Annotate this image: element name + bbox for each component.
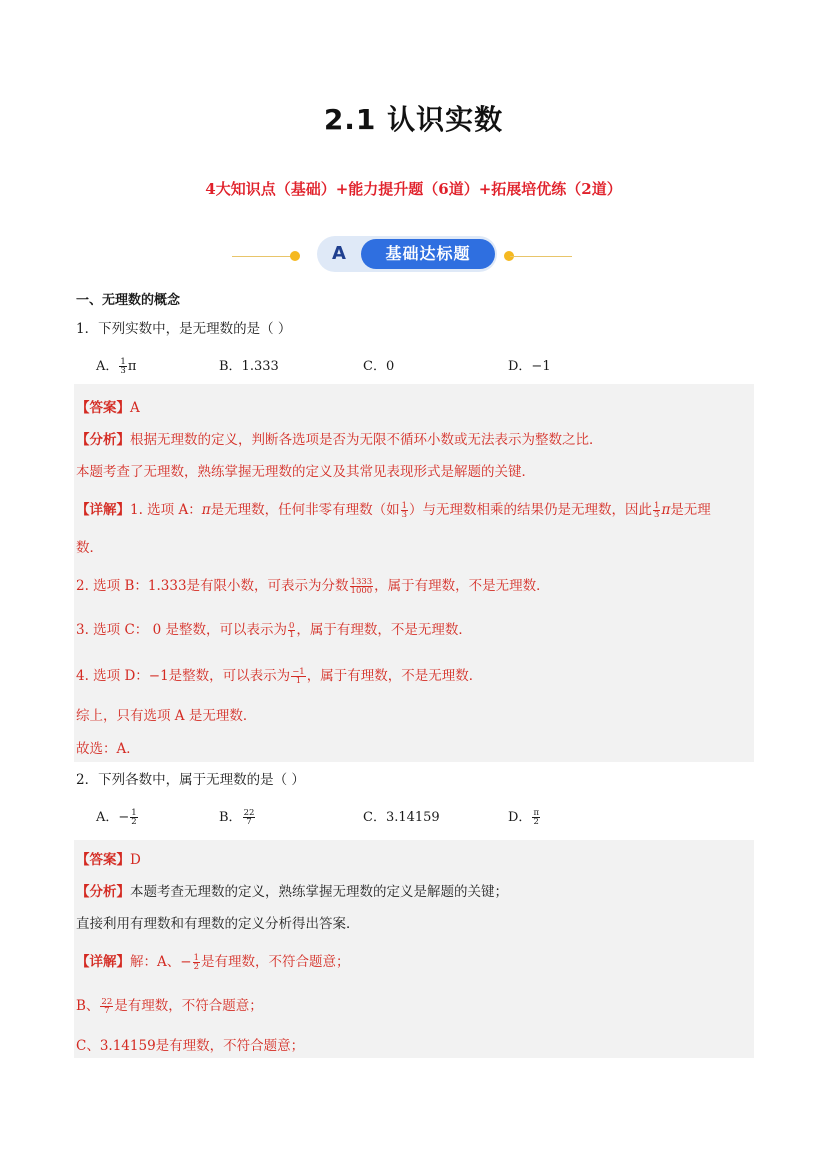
q1-answer-box [74, 384, 754, 762]
q1-detail-4b: ，属于有理数，不是无理数． [306, 668, 483, 684]
q1-detail-line-3 [76, 618, 472, 640]
question-1-options [96, 355, 756, 377]
q1-detail-line-1-cont: 数． [76, 540, 103, 556]
fraction-numerator: 1 [131, 807, 137, 818]
fraction-denominator: 1000 [350, 586, 373, 596]
q2-answer-box [74, 840, 754, 1058]
question-1-stem: 1．下列实数中，是无理数的是（ ） [76, 321, 292, 337]
fraction-numerator: −1 [292, 666, 305, 677]
q1-detail-line-2 [76, 574, 550, 596]
q1-option-a-pi: π [127, 359, 137, 374]
fraction-denominator: 2 [131, 817, 137, 827]
q1-summary: 综上，只有选项 A 是无理数． [76, 708, 257, 724]
q1-option-b: B．1.333 [219, 359, 279, 374]
q1-option-c: C．0 [363, 359, 395, 374]
q1-detail-2-fraction [350, 578, 374, 596]
q2-answer-tag: 【答案】 [76, 852, 130, 868]
fraction-numerator: 1 [654, 500, 660, 511]
q1-analysis-tag: 【分析】 [76, 432, 130, 448]
section-heading: 一、无理数的概念 [76, 293, 181, 308]
q2-detail-line-2 [76, 994, 263, 1016]
q2-option-b [219, 806, 256, 827]
q2-detail-1-fraction [193, 954, 200, 972]
fraction-denominator: 1 [288, 630, 295, 640]
fraction-denominator: 7 [243, 817, 256, 827]
q2-detail-line-3: C、3.14159是有理数，不符合题意； [76, 1038, 305, 1054]
page-title: 2.1 认识实数 [323, 103, 504, 136]
q2-option-d-fraction [532, 809, 540, 827]
question-2-options [96, 806, 756, 828]
banner-letter: A [332, 243, 346, 264]
q2-analysis-line [76, 880, 508, 900]
fraction-numerator: 22 [243, 807, 255, 818]
fraction-numerator: 1 [401, 500, 408, 511]
section-banner [232, 236, 572, 276]
q1-detail-4a: 4. 选项 D：−1是整数，可以表示为 [76, 668, 291, 684]
q1-detail-fraction-2 [653, 502, 660, 520]
fraction-numerator: 22 [101, 996, 113, 1007]
q1-detail-line-4 [76, 664, 482, 686]
q1-detail-line-1 [76, 498, 711, 520]
fraction-numerator: 1 [120, 356, 126, 367]
banner-line-left [232, 256, 294, 257]
fraction-numerator: 0 [288, 620, 295, 631]
q1-answer-line [76, 396, 140, 416]
q1-detail-pi: π [201, 502, 211, 518]
banner-pill [317, 236, 497, 272]
q2-answer-line [76, 848, 141, 868]
fraction-denominator: 3 [120, 366, 126, 376]
q1-analysis-line-2: 本题考查了无理数，熟练掌握无理数的定义及其常见表现形式是解题的关键． [76, 464, 535, 480]
q1-detail-2b: ，属于有理数，不是无理数． [374, 578, 550, 594]
q1-detail-tag: 【详解】 [76, 502, 130, 518]
q1-option-a-prefix: A． [96, 359, 119, 374]
fraction-numerator: 1333 [350, 576, 373, 587]
page-subtitle: 4大知识点（基础）+能力提升题（6道）+拓展培优练（2道） [205, 180, 622, 198]
q2-analysis-tag: 【分析】 [76, 884, 130, 900]
q2-detail-1b: 是有理数，不符合题意； [200, 954, 350, 970]
q2-option-a [96, 806, 139, 827]
q2-option-d-prefix: D． [508, 810, 532, 825]
q1-detail-1a: 1. 选项 A： [130, 502, 202, 518]
fraction-denominator: 3 [401, 510, 408, 520]
q1-detail-3a: 3. 选项 C： 0 是整数，可以表示为 [76, 622, 287, 638]
q2-option-b-prefix: B． [219, 810, 242, 825]
q1-option-d: D．−1 [508, 359, 551, 374]
q1-detail-3b: ，属于有理数，不是无理数． [296, 622, 472, 638]
fraction-numerator: π [533, 807, 540, 818]
q2-detail-2b: 是有理数，不符合题意； [114, 998, 263, 1014]
fraction-denominator: 2 [533, 817, 539, 827]
fraction-denominator: 7 [100, 1006, 113, 1016]
q1-answer-tag: 【答案】 [76, 400, 130, 416]
banner-dot-left [290, 251, 300, 261]
q2-option-a-prefix: A．− [96, 810, 130, 825]
q2-answer-value: D [130, 852, 141, 868]
q1-detail-2a: 2. 选项 B：1.333是有限小数，可表示为分数 [76, 578, 349, 594]
q1-choice: 故选：A． [76, 741, 140, 757]
q2-detail-2-fraction [100, 998, 113, 1016]
q2-analysis-text: 本题考查无理数的定义，熟练掌握无理数的定义是解题的关键； [130, 884, 508, 900]
q1-detail-1c: ）与无理数相乘的结果仍是无理数，因此 [409, 502, 653, 518]
q1-answer-value: A [130, 400, 140, 416]
banner-line-right [510, 256, 572, 257]
question-2-stem: 2．下列各数中，属于无理数的是（ ） [76, 772, 305, 788]
fraction-denominator: 1 [291, 676, 306, 686]
q1-analysis-text: 根据无理数的定义，判断各选项是否为无限不循环小数或无法表示为整数之比． [130, 432, 603, 448]
fraction-denominator: 3 [654, 510, 660, 520]
q2-detail-line-1 [76, 950, 349, 972]
q1-detail-1d: 是无理 [670, 502, 711, 518]
q1-detail-3-fraction [288, 622, 295, 640]
banner-label: 基础达标题 [361, 239, 495, 269]
q1-detail-1b: 是无理数，任何非零有理数（如 [210, 502, 400, 518]
q1-option-a-fraction [119, 358, 126, 376]
fraction-denominator: 2 [193, 962, 199, 972]
q2-detail-2a: B、 [76, 998, 100, 1014]
q2-detail-1a: 解：A、− [130, 954, 192, 970]
q1-detail-pi-2: π [661, 502, 671, 518]
q2-option-d [508, 806, 541, 827]
q2-option-c: C．3.14159 [363, 810, 440, 825]
q2-option-b-fraction [243, 809, 256, 827]
fraction-numerator: 1 [193, 952, 199, 963]
q1-detail-fraction [401, 502, 408, 520]
q1-detail-4-fraction [291, 668, 306, 686]
q2-detail-tag: 【详解】 [76, 954, 130, 970]
q2-analysis-line-2: 直接利用有理数和有理数的定义分析得出答案． [76, 916, 360, 932]
q1-option-a [96, 355, 136, 376]
q2-option-a-fraction [130, 809, 137, 827]
q1-analysis-line [76, 428, 603, 448]
